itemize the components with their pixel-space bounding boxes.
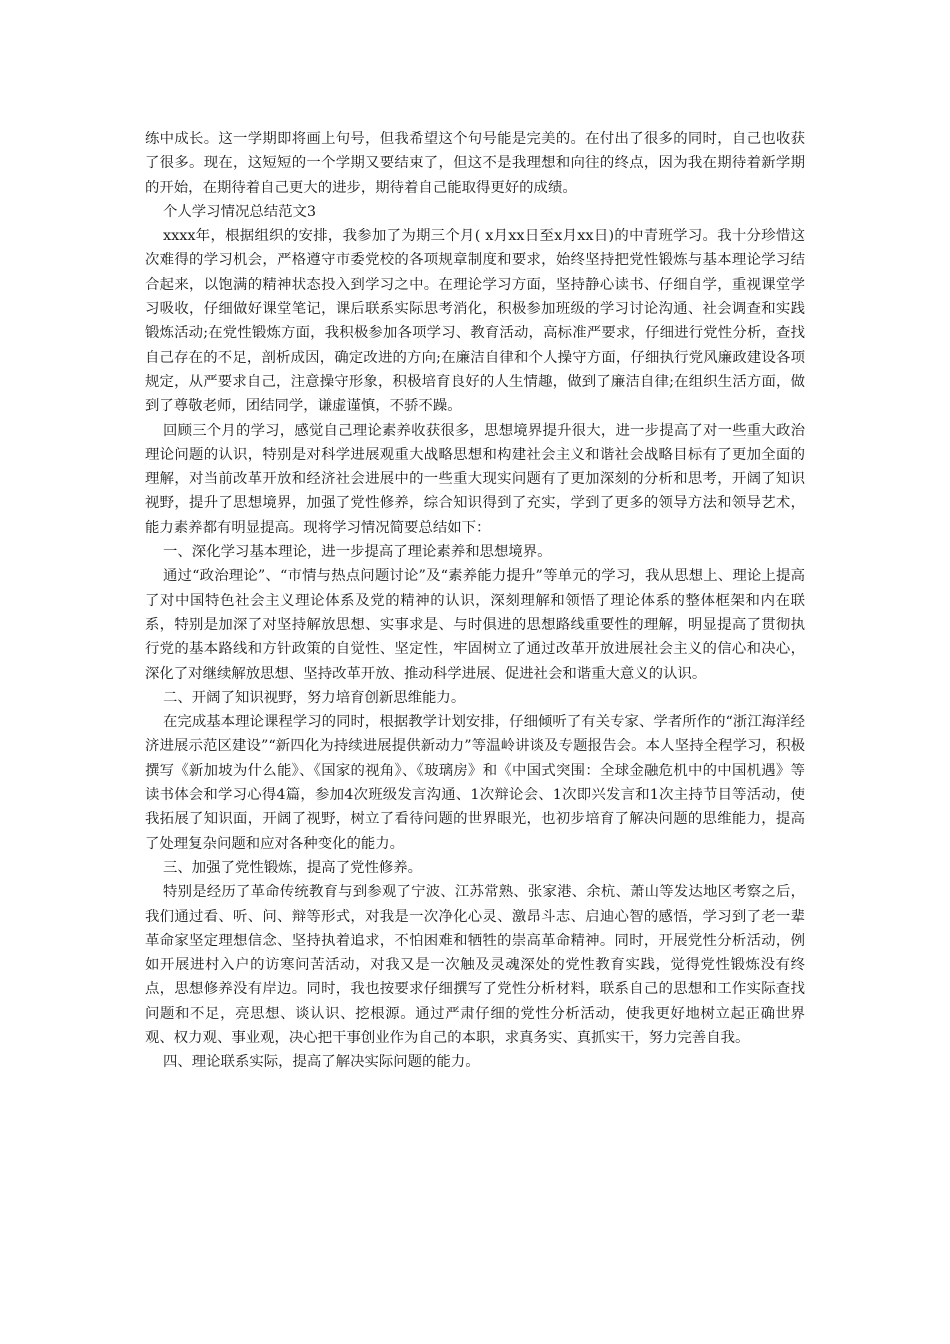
heading-four: 四、理论联系实际，提高了解决实际问题的能力。 (163, 1054, 480, 1071)
heading-one: 一、深化学习基本理论，进一步提高了理论素养和思想境界。 (163, 544, 552, 561)
document-body (145, 127, 805, 1075)
paragraph-review: 回顾三个月的学习，感觉自己理论素养收获很多，思想境界提升很大，进一步提高了对一些重大政治理论问题的认识，特别是对科学进展观重大战略思想和构建社会主义和谐社会战略目标有了更加全面的理解，对当前改革开放和经济社会进展中的一些重大现实问题有了更加深刻的分析和思考，开阔了知识视野，提升了思想境界，加强了党性修养，综合知识得到了充实，学到了更多的领导方法和领导艺术，能力素养都有明显提高。现将学习情况简要总结如下： (145, 422, 805, 536)
heading-two: 二、开阔了知识视野，努力培育创新思维能力。 (163, 689, 466, 706)
paragraph-continuation: 练中成长。这一学期即将画上句号，但我希望这个句号能是完美的。在付出了很多的同时，自己也收获了很多。现在，这短短的一个学期又要结束了，但这不是我理想和向往的终点，因为我在期待着新学期的开始，在期待着自己更大的进步，期待着自己能取得更好的成绩。 (145, 131, 805, 196)
paragraph-one: 通过“政治理论”、“市情与热点问题讨论”及“素养能力提升”等单元的学习，我从思想上、理论上提高了对中国特色社会主义理论体系及党的精神的认识，深刻理解和领悟了理论体系的整体框架和内在联系，特别是加深了对坚持解放思想、实事求是、与时俱进的思想路线重要性的理解，明显提高了贯彻执行党的基本路线和方针政策的自觉性、坚定性，牢固树立了通过改革开放进展社会主义的信心和决心，深化了对继续解放思想、坚持改革开放、推动科学进展、促进社会和谐重大意义的认识。 (145, 568, 805, 682)
paragraph-two: 在完成基本理论课程学习的同时，根据教学计划安排，仔细倾听了有关专家、学者所作的“浙江海洋经济进展示范区建设”“新四化为持续进展提供新动力”等温岭讲谈及专题报告会。本人坚持全程学习，积极撰写《新加坡为什么能》、《国家的视角》、《玻璃房》和《中国式突围：全球金融危机中的中国机遇》等读书体会和学习心得4篇，参加4次班级发言沟通、1次辩论会、1次即兴发言和1次主持节目等活动，使我拓展了知识面，开阔了视野，树立了看待问题的世界眼光，也初步培育了解决问题的思维能力，提高了处理复杂问题和应对各种变化的能力。 (145, 714, 805, 852)
paragraph-three: 特别是经历了革命传统教育与到参观了宁波、江苏常熟、张家港、余杭、萧山等发达地区考察之后，我们通过看、听、问、辩等形式，对我是一次净化心灵、激昂斗志、启迪心智的感悟，学习到了老一辈革命家坚定理想信念、坚持执着追求，不怕困难和牺牲的崇高革命精神。同时，开展党性分析活动，例如开展进村入户的访寒问苦活动，对我又是一次触及灵魂深处的党性教育实践，觉得党性锻炼没有终点，思想修养没有岸边。同时，我也按要求仔细撰写了党性分析材料，联系自己的思想和工作实际查找问题和不足，亮思想、谈认识、挖根源。通过严肃仔细的党性分析活动，使我更好地树立起正确世界观、权力观、事业观，决心把干事创业作为自己的本职，求真务实、真抓实干，努力完善自我。 (145, 884, 805, 1046)
section-title: 个人学习情况总结范文3 (163, 203, 317, 220)
heading-three: 三、加强了党性锻炼，提高了党性修养。 (163, 859, 423, 876)
paragraph-intro: xxxx年，根据组织的安排，我参加了为期三个月( x月xx日至x月xx日)的中青班学习。我十分珍惜这次难得的学习机会，严格遵守市委党校的各项规章制度和要求，始终坚持把党性锻炼与基本理论学习结合起来，以饱满的精神状态投入到学习之中。在理论学习方面，坚持静心读书、仔细自学，重视课堂学习吸收，仔细做好课堂笔记，课后联系实际思考消化，积极参加班级的学习讨论沟通、社会调查和实践锻炼活动;在党性锻炼方面，我积极参加各项学习、教育活动，高标准严要求，仔细进行党性分析，查找自己存在的不足，剖析成因，确定改进的方向;在廉洁自律和个人操守方面，仔细执行党风廉政建设各项规定，从严要求自己，注意操守形象，积极培育良好的人生情趣，做到了廉洁自律;在组织生活方面，做到了尊敬老师，团结同学，谦虚谨慎，不骄不躁。 (145, 228, 805, 415)
